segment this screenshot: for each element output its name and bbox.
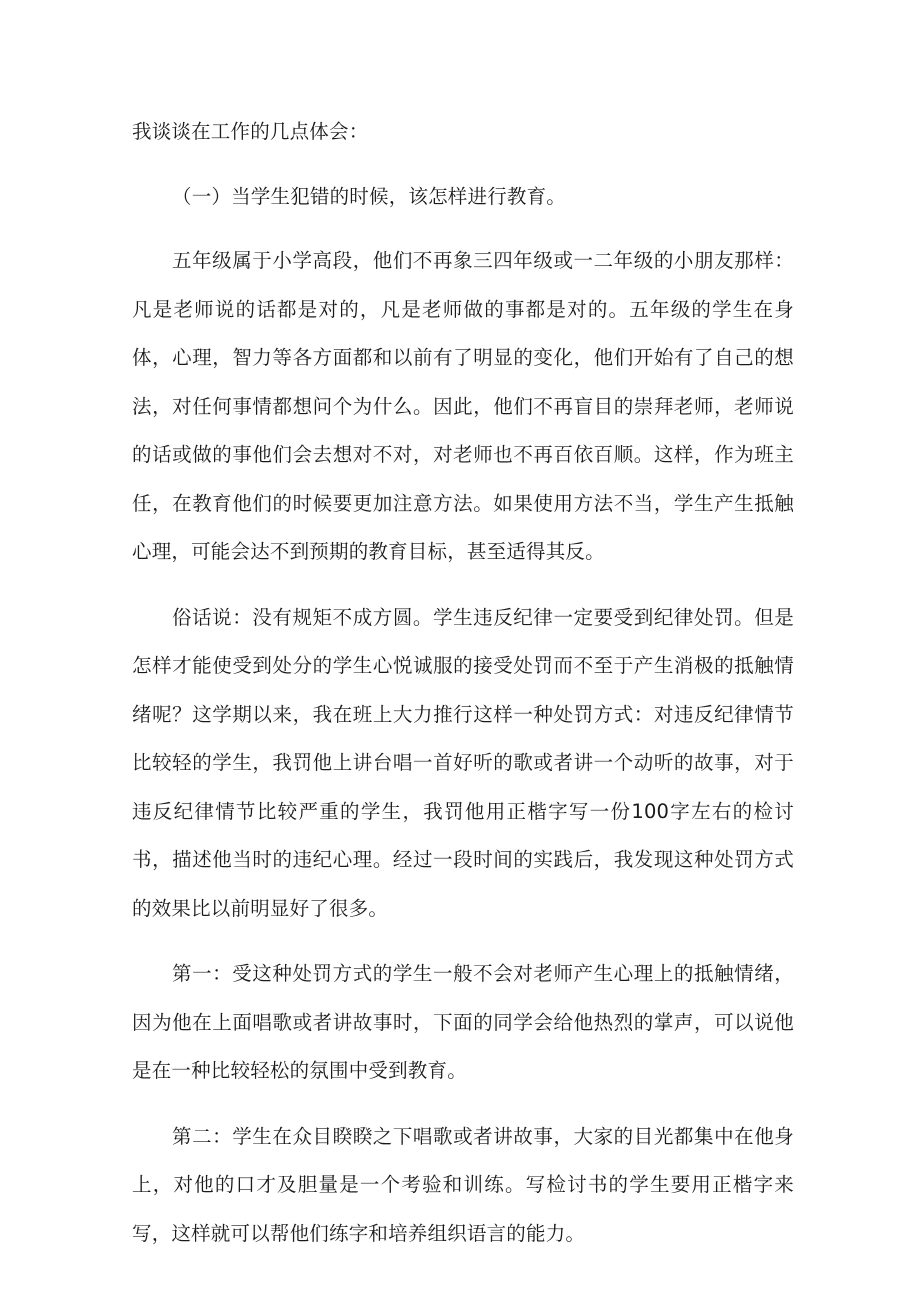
paragraph-first-point: 第一：受这种处罚方式的学生一般不会对老师产生心理上的抵触情绪，因为他在上面唱歌或者讲故事时，下面的同学会给他热烈的掌声，可以说他是在一种比较轻松的氛围中受到教育。: [132, 962, 794, 1082]
paragraph-second-point: 第二：学生在众目睽睽之下唱歌或者讲故事，大家的目光都集中在他身上，对他的口才及胆量是一个考验和训练。写检讨书的学生要用正楷字来写，这样就可以帮他们练字和培养组织语言的能力。: [132, 1124, 794, 1245]
intro-paragraph: 我谈谈在工作的几点体会：: [132, 120, 369, 143]
section-heading: （一）当学生犯错的时候，该怎样进行教育。: [172, 184, 567, 208]
document-body: [132, 108, 794, 1258]
paragraph-grade-five: 五年级属于小学高段，他们不再象三四年级或一二年级的小朋友那样：凡是老师说的话都是对的，凡是老师做的事都是对的。五年级的学生在身体，心理，智力等各方面都和以前有了明显的变化，他们开始有了自己的想法，对任何事情都想问个为什么。因此，他们不再盲目的崇拜老师，老师说的话或做的事他们会去想对不对，对老师也不再百依百顺。这样，作为班主任，在教育他们的时候要更加注意方法。如果使用方法不当，学生产生抵触心理，可能会达不到预期的教育目标，甚至适得其反。: [132, 249, 794, 563]
paragraph-punishment-method: 俗话说：没有规矩不成方圆。学生违反纪律一定要受到纪律处罚。但是怎样才能使受到处分的学生心悦诚服的接受处罚而不至于产生消极的抵触情绪呢？这学期以来，我在班上大力推行这样一种处罚方式：对违反纪律情节比较轻的学生，我罚他上讲台唱一首好听的歌或者讲一个动听的故事，对于违反纪律情节比较严重的学生，我罚他用正楷字写一份100字左右的检讨书，描述他当时的违纪心理。经过一段时间的实践后，我发现这种处罚方式的效果比以前明显好了很多。: [132, 605, 794, 920]
